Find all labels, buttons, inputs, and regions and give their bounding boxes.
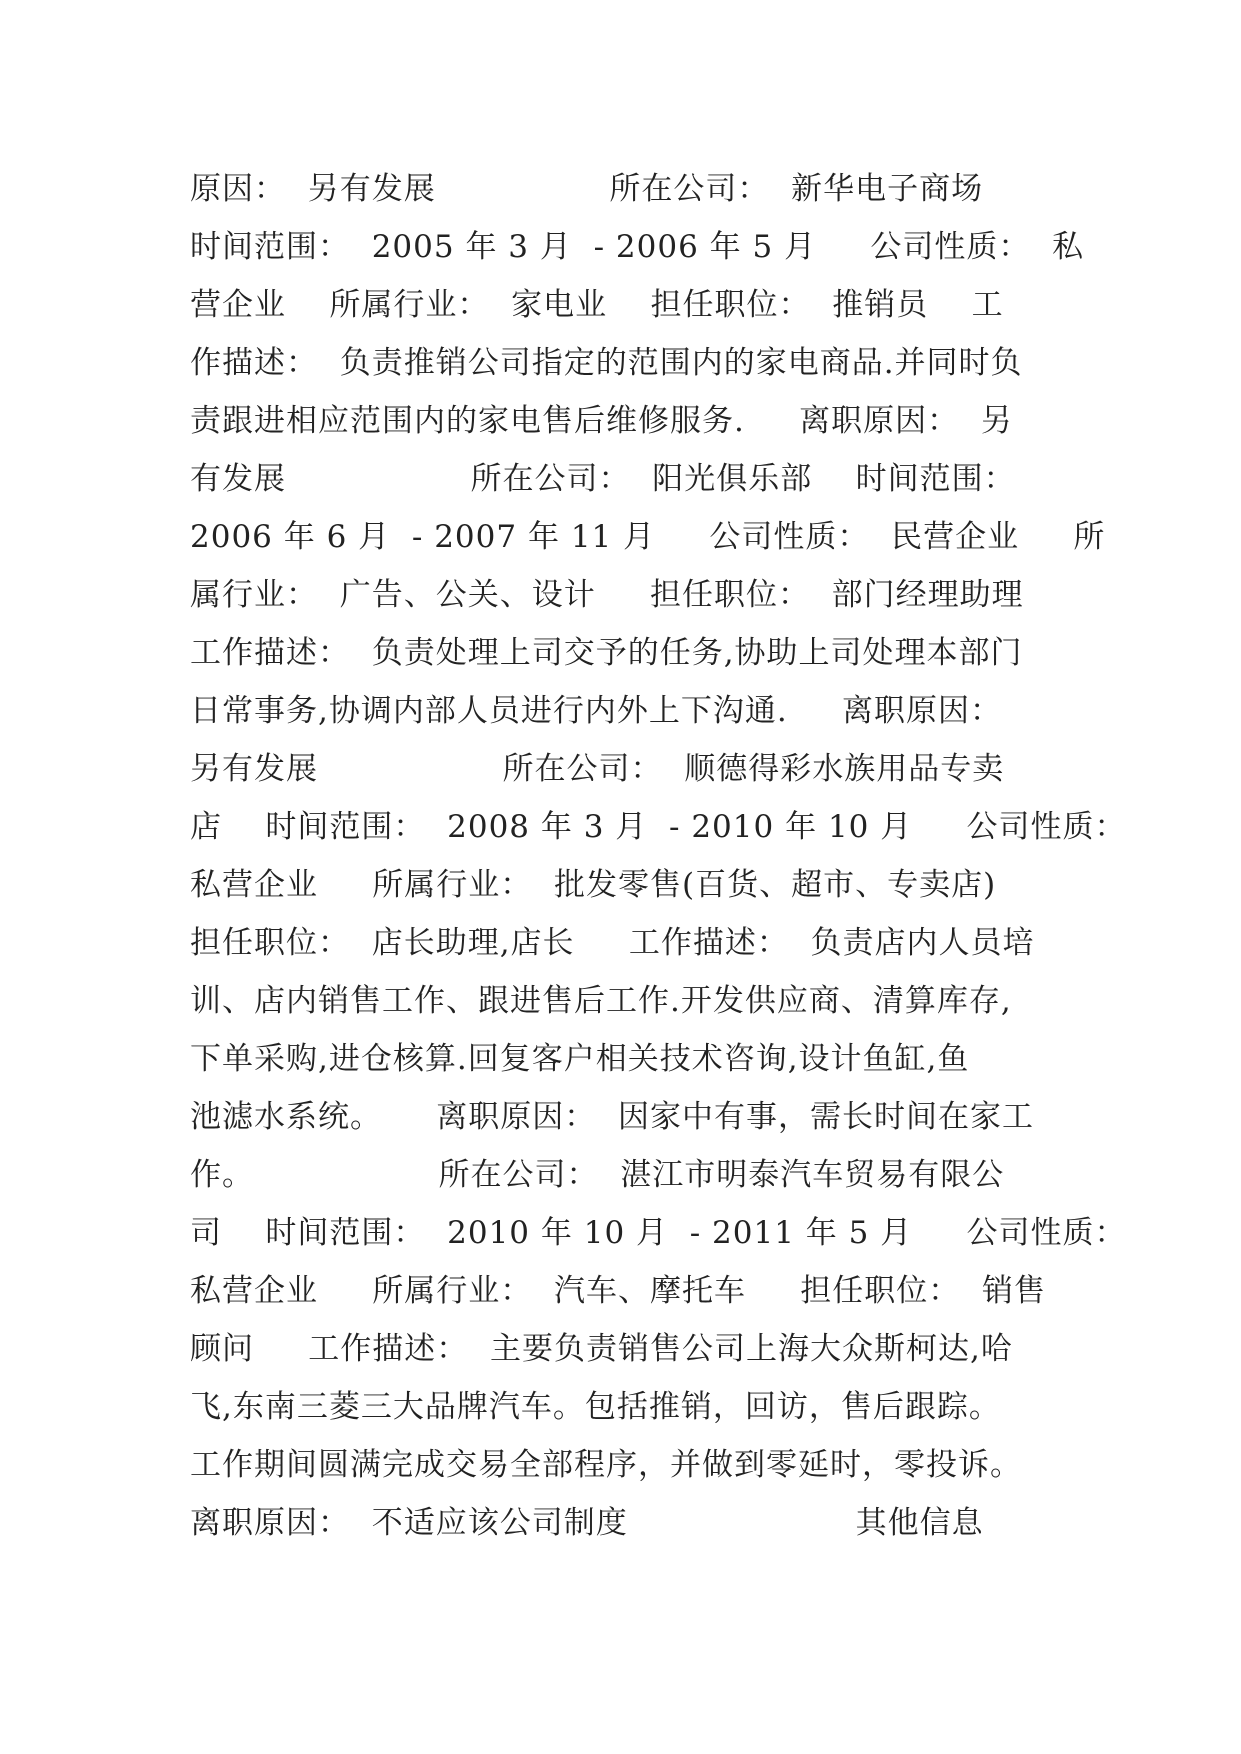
text-line: 离职原因： 不适应该公司制度 其他信息 bbox=[190, 1505, 984, 1541]
text-line: 店 时间范围： 2008 年 3 月 - 2010 年 10 月 公司性质： bbox=[190, 809, 1127, 845]
work-experience-text bbox=[190, 160, 1127, 1552]
text-line: 2006 年 6 月 - 2007 年 11 月 公司性质： 民营企业 所 bbox=[190, 519, 1106, 555]
text-line: 有发展 所在公司： 阳光俱乐部 时间范围： bbox=[190, 461, 1016, 497]
text-line: 工作描述： 负责处理上司交予的任务,协助上司处理本部门 bbox=[190, 635, 1023, 671]
text-line: 作描述： 负责推销公司指定的范围内的家电商品.并同时负 bbox=[190, 345, 1023, 381]
text-line: 私营企业 所属行业： 批发零售(百货、超市、专卖店) bbox=[190, 867, 997, 903]
text-line: 原因： 另有发展 所在公司： 新华电子商场 bbox=[190, 171, 984, 207]
text-line: 下单采购,进仓核算.回复客户相关技术咨询,设计鱼缸,鱼 bbox=[190, 1041, 970, 1077]
text-line: 时间范围： 2005 年 3 月 - 2006 年 5 月 公司性质： 私 bbox=[190, 229, 1085, 265]
text-line: 责跟进相应范围内的家电售后维修服务. 离职原因： 另 bbox=[190, 403, 1013, 439]
text-line: 私营企业 所属行业： 汽车、摩托车 担任职位： 销售 bbox=[190, 1273, 1046, 1309]
text-line: 司 时间范围： 2010 年 10 月 - 2011 年 5 月 公司性质： bbox=[190, 1215, 1127, 1251]
text-line: 池滤水系统。 离职原因： 因家中有事，需长时间在家工 bbox=[190, 1099, 1034, 1135]
text-line: 工作期间圆满完成交易全部程序，并做到零延时，零投诉。 bbox=[190, 1447, 1022, 1483]
text-line: 属行业： 广告、公关、设计 担任职位： 部门经理助理 bbox=[190, 577, 1024, 613]
text-line: 顾问 工作描述： 主要负责销售公司上海大众斯柯达,哈 bbox=[190, 1331, 1013, 1367]
text-line: 日常事务,协调内部人员进行内外上下沟通. 离职原因： bbox=[190, 693, 1002, 729]
text-line: 另有发展 所在公司： 顺德得彩水族用品专卖 bbox=[190, 751, 1005, 787]
text-line: 营企业 所属行业： 家电业 担任职位： 推销员 工 bbox=[190, 287, 1004, 323]
text-line: 训、店内销售工作、跟进售后工作.开发供应商、清算库存, bbox=[190, 983, 1012, 1019]
text-line: 飞,东南三菱三大品牌汽车。包括推销，回访，售后跟踪。 bbox=[190, 1389, 1001, 1425]
text-line: 作。 所在公司： 湛江市明泰汽车贸易有限公 bbox=[190, 1157, 1005, 1193]
text-line: 担任职位： 店长助理,店长 工作描述： 负责店内人员培 bbox=[190, 925, 1035, 961]
